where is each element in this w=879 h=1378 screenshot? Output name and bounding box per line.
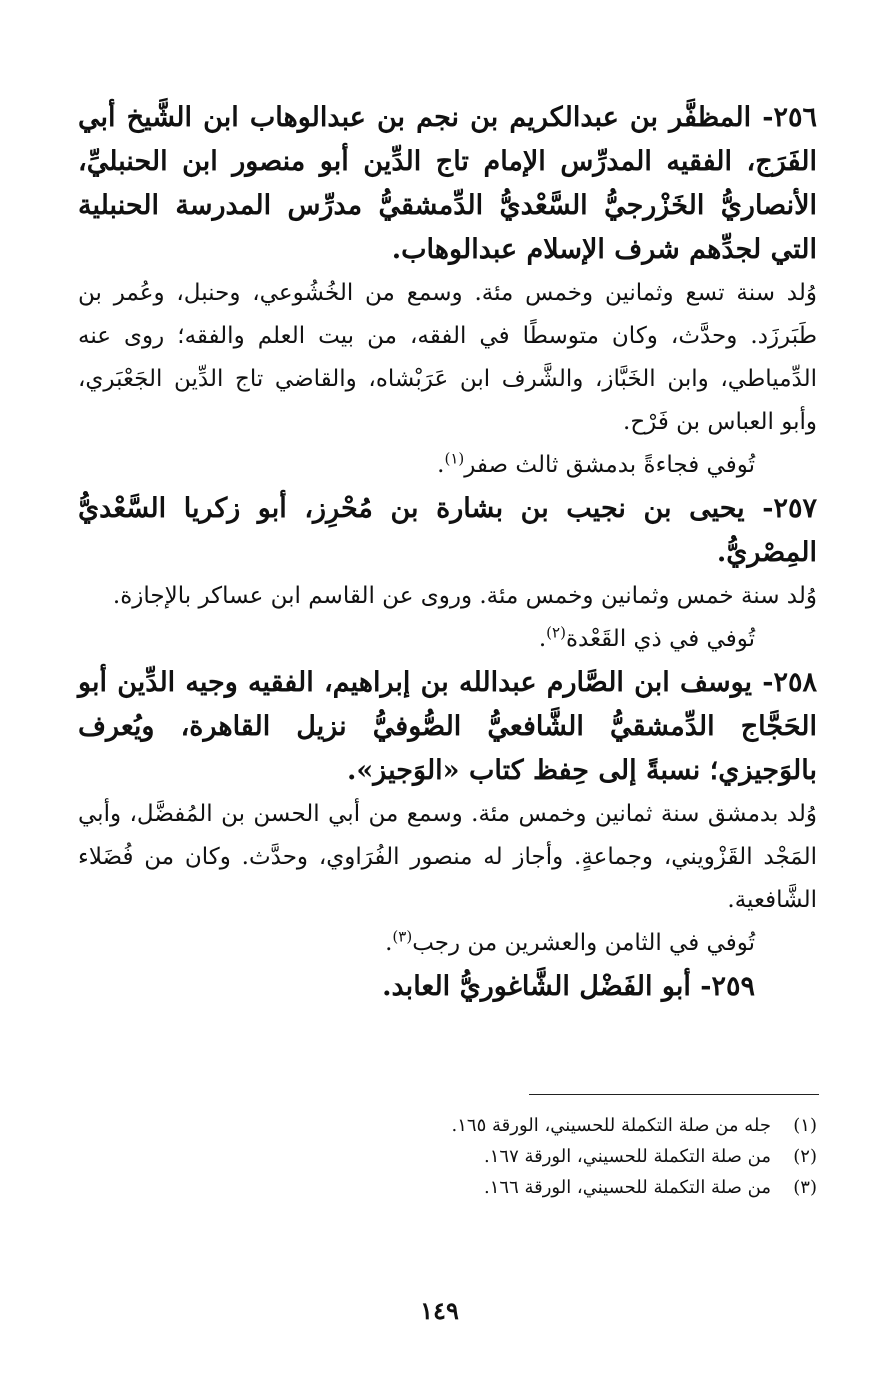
footnote-ref-3[interactable]: (٣) — [392, 927, 413, 946]
page-body — [78, 96, 817, 1009]
entry-number: ٢٥٦ — [773, 102, 817, 133]
footnote-number: (٣) — [793, 1177, 817, 1198]
footnote-3 — [78, 1172, 817, 1203]
entry-heading-text: يوسف ابن الصَّارم عبدالله بن إبراهيم، الفقيه وجيه الدِّين أبو الحَجَّاج الدِّمشقيُّ الشَّافعيُّ الصُّوفيُّ نزيل القاهرة، ويُعرف بالوَجيزي؛ نسبةً إلى حِفظ كتاب «الوَجيز». — [78, 667, 817, 786]
entry-body-256: وُلد سنة تسع وثمانين وخمس مئة. وسمع من الخُشُوعي، وحنبل، وعُمر بن طَبَرزَد. وحدَّث، وكان متوسطًا في الفقه، من بيت العلم والفقه؛ روى عنه الدِّمياطي، وابن الخَبَّاز، والشَّرف ابن عَرَبْشاه، والقاضي تاج الدِّين الجَعْبَري، وأبو العباس بن فَرْح. — [78, 280, 817, 435]
entry-number: ٢٥٩ — [711, 971, 755, 1002]
death-text: تُوفي فجاءةً بدمشق ثالث صفر — [464, 452, 755, 478]
entry-heading-259: ٢٥٩- أبو الفَضْل الشَّاغوريُّ العابد. — [382, 971, 755, 1002]
footnote-text: من صلة التكملة للحسيني، الورقة ١٦٧. — [484, 1146, 771, 1167]
entry-heading-258: ٢٥٨- يوسف ابن الصَّارم عبدالله بن إبراهيم، الفقيه وجيه الدِّين أبو الحَجَّاج الدِّمشقيُّ الشَّافعيُّ الصُّوفيُّ نزيل القاهرة، ويُعرف بالوَجيزي؛ نسبةً إلى حِفظ كتاب «الوَجيز». — [78, 667, 817, 786]
entry-heading-text: يحيى بن نجيب بن بشارة بن مُحْرِز، أبو زكريا السَّعْديُّ المِصْريُّ. — [78, 493, 817, 568]
footnote-ref-2[interactable]: (٢) — [546, 623, 566, 642]
footnote-number: (٢) — [793, 1146, 817, 1167]
entry-number: ٢٥٨ — [773, 667, 817, 698]
death-text: تُوفي في الثامن والعشرين من رجب — [412, 930, 755, 956]
entry-heading-text: أبو الفَضْل الشَّاغوريُّ العابد. — [382, 971, 691, 1002]
footnotes — [78, 1110, 817, 1203]
page-number: ١٤٩ — [420, 1296, 459, 1325]
entry-heading-text: المظفَّر بن عبدالكريم بن نجم بن عبدالوهاب ابن الشَّيخ أبي الفَرَج، الفقيه المدرِّس الإمام تاج الدِّين أبو منصور ابن الحنبليِّ، الأنصاريُّ الخَزْرجيُّ السَّعْديُّ الدِّمشقيُّ مدرِّس المدرسة الحنبلية التي لجدِّهم شرف الإسلام عبدالوهاب. — [78, 102, 817, 265]
footnote-divider — [529, 1094, 819, 1095]
death-text: تُوفي في ذي القَعْدة — [565, 626, 755, 652]
footnote-1 — [78, 1110, 817, 1141]
footnote-number: (١) — [793, 1115, 817, 1136]
entry-heading-256: ٢٥٦- المظفَّر بن عبدالكريم بن نجم بن عبدالوهاب ابن الشَّيخ أبي الفَرَج، الفقيه المدرِّس الإمام تاج الدِّين أبو منصور ابن الحنبليِّ، الأنصاريُّ الخَزْرجيُّ السَّعْديُّ الدِّمشقيُّ مدرِّس المدرسة الحنبلية التي لجدِّهم شرف الإسلام عبدالوهاب. — [78, 102, 817, 265]
footnote-text: من صلة التكملة للحسيني، الورقة ١٦٦. — [484, 1177, 771, 1198]
footnote-2 — [78, 1141, 817, 1172]
entry-death-256: تُوفي فجاءةً بدمشق ثالث صفر$^{(١)}$. — [437, 449, 755, 478]
entry-body-257: وُلد سنة خمس وثمانين وخمس مئة. وروى عن القاسم ابن عساكر بالإجازة. — [112, 583, 817, 609]
footnote-text: جله من صلة التكملة للحسيني، الورقة ١٦٥. — [451, 1115, 771, 1136]
entry-death-257: تُوفي في ذي القَعْدة$^{(٢)}$. — [538, 623, 755, 652]
entry-number: ٢٥٧ — [773, 493, 817, 524]
footnote-ref-1[interactable]: (١) — [444, 449, 465, 468]
entry-death-258: تُوفي في الثامن والعشرين من رجب$^{(٣)}$. — [385, 927, 755, 956]
entry-heading-257: ٢٥٧- يحيى بن نجيب بن بشارة بن مُحْرِز، أبو زكريا السَّعْديُّ المِصْريُّ. — [78, 493, 817, 568]
entry-body-258: وُلد بدمشق سنة ثمانين وخمس مئة. وسمع من أبي الحسن بن المُفضَّل، وأبي المَجْد القَزْويني، وجماعةٍ. وأجاز له منصور الفُرَاوي، وحدَّث. وكان من فُضَلاء الشَّافعية. — [78, 801, 817, 913]
